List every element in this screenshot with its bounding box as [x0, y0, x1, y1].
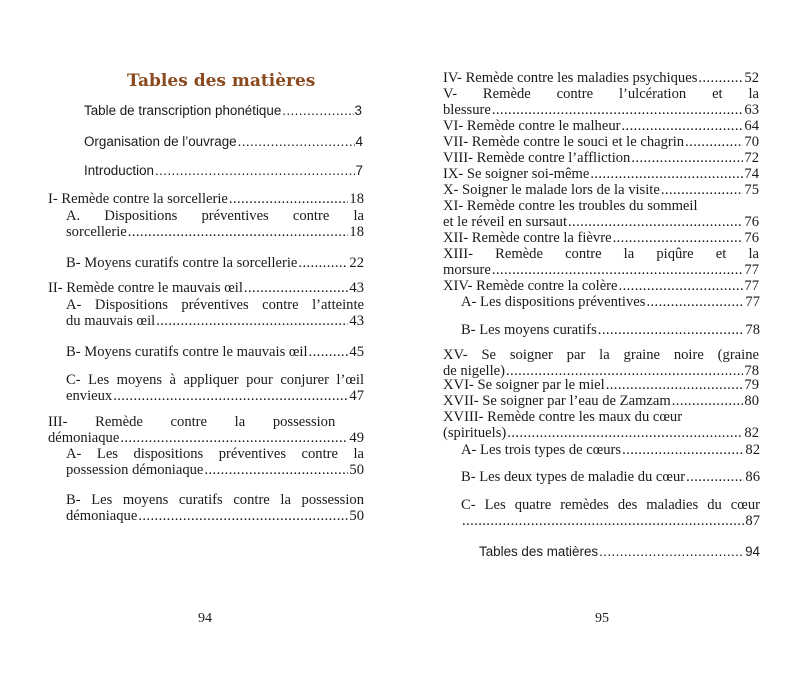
leader-dots	[621, 118, 743, 134]
toc-entry-text: de nigelle)	[443, 363, 505, 379]
leader-dots	[138, 508, 348, 524]
toc-entry[interactable]	[461, 442, 760, 458]
leader-dots	[238, 134, 355, 150]
toc-entry-page: 64	[744, 118, 759, 134]
toc-entry[interactable]	[479, 544, 760, 560]
leader-dots	[155, 163, 355, 179]
toc-entry-text: VIII- Remède contre l’affliction	[443, 150, 631, 166]
toc-entry-text: morsure	[443, 262, 491, 278]
toc-entry[interactable]	[443, 198, 759, 230]
leader-dots	[128, 224, 349, 240]
leader-dots	[120, 430, 348, 446]
page-number: 95	[595, 611, 609, 626]
toc-entry-page: 76	[744, 214, 759, 230]
toc-entry[interactable]	[443, 230, 759, 246]
toc-entry-text-line1: XVIII- Remède contre les maux du cœur	[443, 409, 683, 425]
toc-entry-page: 4	[355, 134, 363, 149]
toc-entry-text: XVI- Se soigner par le miel	[443, 377, 605, 393]
toc-entry-page: 43	[349, 313, 364, 329]
leader-dots	[204, 462, 348, 478]
toc-entry-page: 79	[744, 377, 759, 393]
toc-entry-page: 75	[744, 182, 759, 198]
leader-dots	[619, 278, 744, 294]
toc-entry-text: A- Les trois types de cœurs	[461, 442, 622, 458]
leader-dots	[622, 442, 744, 458]
toc-entry[interactable]	[66, 492, 364, 524]
toc-entry-page: 43	[349, 280, 364, 296]
toc-entry[interactable]	[66, 446, 364, 478]
toc-entry-page: 76	[744, 230, 759, 246]
toc-entry-page: 47	[349, 388, 364, 404]
leader-dots	[646, 294, 744, 310]
toc-entry-text: VI- Remède contre le malheur	[443, 118, 621, 134]
toc-entry-text: Introduction	[84, 163, 154, 178]
toc-entry-text: B- Moyens curatifs contre la sorcellerie	[66, 255, 298, 271]
toc-entry-text: XIV- Remède contre la colère	[443, 278, 618, 294]
toc-entry-page: 78	[744, 363, 759, 379]
toc-entry-text: Tables des matières	[479, 544, 599, 559]
toc-entry-page: 49	[349, 430, 364, 446]
toc-entry-text: B- Moyens curatifs contre le mauvais œil	[66, 344, 308, 360]
leader-dots	[244, 280, 348, 296]
toc-entry-page: 77	[745, 294, 760, 310]
toc-entry[interactable]	[66, 297, 364, 329]
toc-entry-text: I- Remède contre la sorcellerie	[48, 191, 228, 207]
toc-entry[interactable]	[84, 163, 363, 179]
toc-entry-text: A- Les dispositions préventives	[461, 294, 646, 310]
toc-entry[interactable]	[84, 103, 362, 119]
toc-entry[interactable]	[443, 86, 759, 118]
toc-entry-page: 70	[744, 134, 759, 150]
toc-entry-text: (spirituels)	[443, 425, 507, 441]
toc-entry-page: 63	[744, 102, 759, 118]
toc-entry-text-line1: XV- Se soigner par la graine noire (graine	[443, 347, 759, 363]
leader-dots	[661, 182, 744, 198]
leader-dots	[462, 513, 744, 529]
toc-entry[interactable]	[443, 377, 759, 393]
toc-entry-page: 82	[745, 442, 760, 458]
toc-entry-text-line1: III- Remède contre la possession	[48, 414, 336, 430]
toc-entry-text-line1: C- Les moyens à appliquer pour conjurer l’œil	[66, 372, 364, 388]
leader-dots	[613, 230, 744, 246]
toc-entry[interactable]	[443, 347, 759, 379]
toc-entry-text: XII- Remède contre la fièvre	[443, 230, 612, 246]
toc-entry-text: blessure	[443, 102, 491, 118]
toc-entry-text: du mauvais œil	[66, 313, 156, 329]
toc-entry[interactable]	[48, 280, 364, 296]
toc-entry[interactable]	[66, 255, 364, 271]
toc-entry-text: B- Les moyens curatifs	[461, 322, 597, 338]
toc-entry-text-line1: XI- Remède contre les troubles du sommeil	[443, 198, 698, 214]
toc-entry-text-line1: A- Les dispositions préventives contre la	[66, 446, 364, 462]
toc-entry[interactable]	[48, 191, 364, 207]
toc-entry[interactable]	[461, 497, 760, 529]
toc-entry-text: VII- Remède contre le souci et le chagrin	[443, 134, 685, 150]
toc-entry[interactable]	[443, 278, 759, 294]
toc-entry-text: XVII- Se soigner par l’eau de Zamzam	[443, 393, 671, 409]
toc-entry[interactable]	[443, 246, 759, 278]
leader-dots	[492, 102, 744, 118]
leader-dots	[507, 425, 743, 441]
toc-entry-text: II- Remède contre le mauvais œil	[48, 280, 243, 296]
leader-dots	[156, 313, 348, 329]
leader-dots	[282, 103, 353, 119]
toc-title: Tables des matières	[127, 71, 316, 91]
leader-dots	[598, 322, 745, 338]
toc-entry[interactable]	[48, 414, 364, 446]
toc-entry-page: 82	[744, 425, 759, 441]
toc-entry-page: 78	[745, 322, 760, 338]
toc-entry-text: et le réveil en sursaut	[443, 214, 567, 230]
toc-entry-page: 74	[744, 166, 759, 182]
leader-dots	[606, 377, 744, 393]
toc-entry-text-line1: XIII- Remède contre la piqûre et la	[443, 246, 759, 262]
toc-entry-text: envieux	[66, 388, 113, 404]
toc-entry[interactable]	[443, 118, 759, 134]
leader-dots	[229, 191, 349, 207]
leader-dots	[298, 255, 348, 271]
toc-entry-page: 7	[355, 163, 363, 178]
toc-entry-text: possession démoniaque	[66, 462, 204, 478]
toc-entry-page: 52	[744, 70, 759, 86]
toc-entry[interactable]	[66, 372, 364, 404]
toc-entry-text: démoniaque	[66, 508, 138, 524]
toc-entry[interactable]	[84, 134, 363, 150]
toc-entry-text-line1: A. Dispositions préventives contre la	[66, 208, 364, 224]
leader-dots	[686, 469, 744, 485]
toc-entry-page: 87	[745, 513, 760, 529]
toc-entry[interactable]	[443, 393, 759, 409]
leader-dots	[698, 70, 743, 86]
leader-dots	[685, 134, 743, 150]
toc-entry-page: 77	[744, 262, 759, 278]
toc-entry[interactable]	[461, 469, 760, 485]
toc-entry-page: 50	[349, 508, 364, 524]
toc-entry-text-line1: C- Les quatre remèdes des maladies du cœur	[461, 497, 760, 513]
toc-entry-page: 18	[349, 224, 364, 240]
leader-dots	[309, 344, 349, 360]
toc-entry-page: 50	[349, 462, 364, 478]
leader-dots	[492, 262, 744, 278]
toc-entry-text: sorcellerie	[66, 224, 127, 240]
toc-entry[interactable]	[461, 322, 760, 338]
leader-dots	[631, 150, 743, 166]
leader-dots	[599, 544, 744, 560]
toc-entry-page: 45	[349, 344, 364, 360]
leader-dots	[672, 393, 744, 409]
toc-entry-page: 94	[745, 544, 760, 559]
toc-entry-page: 72	[744, 150, 759, 166]
toc-entry[interactable]	[443, 150, 759, 166]
toc-entry-text: démoniaque	[48, 430, 120, 446]
toc-entry-text: IX- Se soigner soi-même	[443, 166, 590, 182]
toc-entry[interactable]	[443, 134, 759, 150]
toc-entry-text-line1: V- Remède contre l’ulcération et la	[443, 86, 759, 102]
toc-entry-page: 22	[349, 255, 364, 271]
toc-entry-page: 77	[744, 278, 759, 294]
toc-entry[interactable]	[443, 70, 759, 86]
toc-entry[interactable]	[443, 409, 759, 441]
leader-dots	[590, 166, 743, 182]
toc-entry-text: Table de transcription phonétique	[84, 103, 282, 118]
toc-entry-text: Organisation de l’ouvrage	[84, 134, 237, 149]
toc-entry[interactable]	[443, 182, 759, 198]
toc-entry-text: X- Soigner le malade lors de la visite	[443, 182, 660, 198]
leader-dots	[568, 214, 743, 230]
page-number: 94	[198, 611, 212, 626]
right-page	[400, 0, 800, 683]
toc-entry-text: B- Les deux types de maladie du cœur	[461, 469, 686, 485]
toc-entry-text-line1: B- Les moyens curatifs contre la possession	[66, 492, 364, 508]
toc-entry-page: 86	[745, 469, 760, 485]
toc-entry-page: 18	[349, 191, 364, 207]
toc-entry[interactable]	[443, 166, 759, 182]
toc-entry-page: 80	[744, 393, 759, 409]
toc-entry-page: 3	[354, 103, 362, 118]
toc-entry[interactable]	[461, 294, 760, 310]
toc-entry[interactable]	[66, 208, 364, 240]
toc-entry-text: IV- Remède contre les maladies psychiques	[443, 70, 698, 86]
leader-dots	[113, 388, 348, 404]
toc-entry-text-line1: A- Dispositions préventives contre l’atteinte	[66, 297, 364, 313]
toc-entry[interactable]	[66, 344, 364, 360]
